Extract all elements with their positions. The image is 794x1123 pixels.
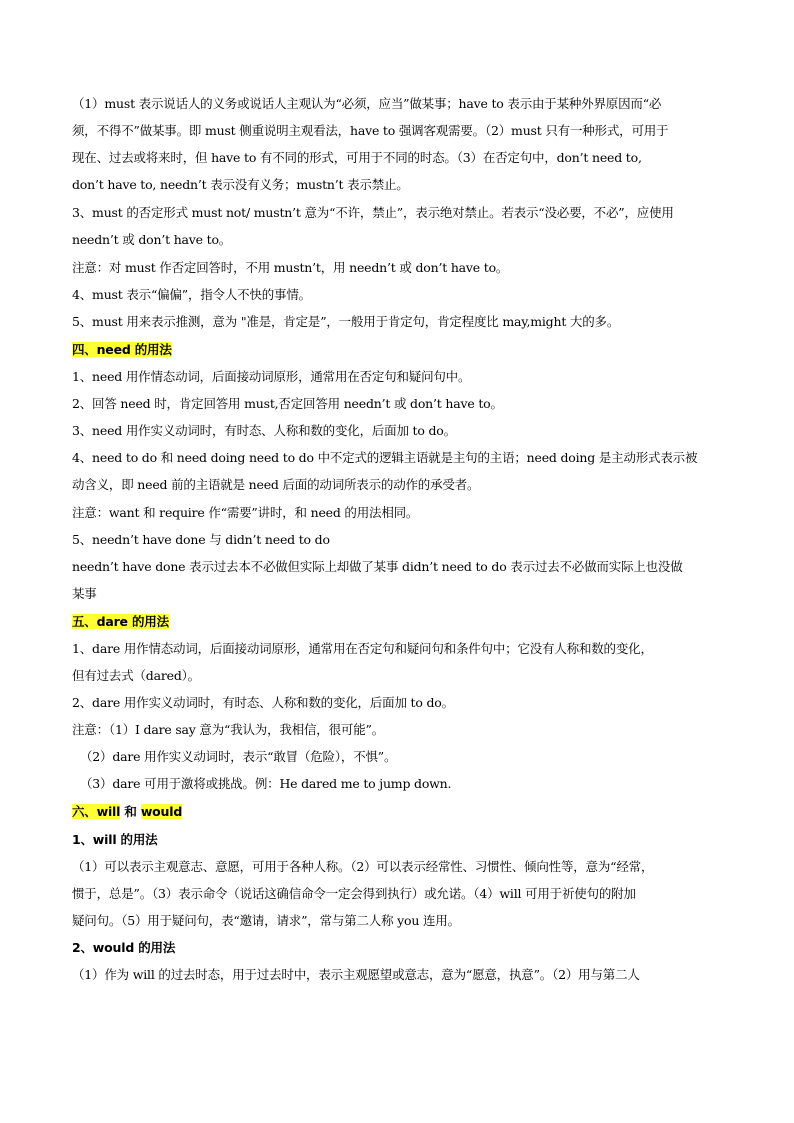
paragraph-line: 但有过去式（dared）。 [72, 668, 200, 683]
paragraph-line: 某事 [72, 586, 97, 601]
note-line: 注意：want 和 require 作“需要”讲时，和 need 的用法相同。 [72, 505, 419, 520]
paragraph-line: 3、must 的否定形式 must not/ mustn’t 意为“不许，禁止”，表示绝对禁止。若表示“没必要，不必”，应使用 [72, 205, 674, 220]
subheading-would: 2、would 的用法 [72, 940, 176, 955]
note-line: （2）dare 用作实义动词时，表示“敢冒（危险），不惧”。 [80, 749, 397, 764]
paragraph-line: （1）可以表示主观意志、意愿，可用于各种人称。（2）可以表示经常性、习惯性、倾向性等，意为“经常， [72, 859, 654, 874]
paragraph-line: 动含义，即 need 前的主语就是 need 后面的动词所表示的动作的承受者。 [72, 477, 480, 492]
paragraph-line: 5、must 用来表示推测，意为 "准是，肯定是”，一般用于肯定句，肯定程度比 may,might 大的多。 [72, 314, 620, 329]
paragraph-line: （1）作为 will 的过去时态，用于过去时中，表示主观愿望或意志，意为“愿意，执意”。（2）用与第二人 [72, 967, 640, 982]
section-heading-dare [72, 613, 169, 631]
note-line: （3）dare 可用于激将或挑战。例：He dared me to jump down. [80, 776, 452, 791]
paragraph-line: 惯于，总是”。（3）表示命令（说话这确信命令一定会得到执行）或允诺。（4）will 可用于祈使句的附加 [72, 886, 636, 901]
heading-highlight: 五、dare [72, 614, 128, 629]
heading-highlight: 的用法 [130, 342, 172, 357]
section-heading-need [72, 341, 172, 359]
heading-highlight: would [140, 804, 183, 819]
paragraph-line: 现在、过去或将来时，但 have to 有不同的形式，可用于不同的时态。（3）在否定句中，don’t need to, [72, 150, 642, 165]
paragraph-line: 须，不得不”做某事。即 must 侧重说明主观看法，have to 强调客观需要。（2）must 只有一种形式，可用于 [72, 123, 669, 138]
note-line: 注意：对 must 作否定回答时，不用 mustn’t，用 needn’t 或 don’t have to。 [72, 260, 509, 275]
paragraph-line: （1）must 表示说话人的义务或说话人主观认为“必须，应当”做某事；have to 表示由于某种外界原因而“必 [72, 96, 662, 111]
paragraph-line: 4、must 表示“偏偏”，指令人不快的事情。 [72, 287, 311, 302]
heading-highlight: 的用法 [127, 614, 169, 629]
paragraph-line: 5、needn’t have done 与 didn’t need to do [72, 532, 330, 547]
paragraph-line: 3、need 用作实义动词时，有时态、人称和数的变化，后面加 to do。 [72, 423, 456, 438]
heading-highlight: 四、need [72, 342, 131, 357]
subheading-will: 1、will 的用法 [72, 832, 158, 847]
paragraph-line: needn’t have done 表示过去本不必做但实际上却做了某事 didn’t need to do 表示过去不必做而实际上也没做 [72, 559, 683, 574]
paragraph-line: 2、dare 用作实义动词时，有时态、人称和数的变化，后面加 to do。 [72, 695, 454, 710]
paragraph-line: 2、回答 need 时，肯定回答用 must,否定回答用 needn’t 或 don’t have to。 [72, 396, 503, 411]
paragraph-line: don’t have to, needn’t 表示没有义务；mustn’t 表示禁止。 [72, 177, 409, 192]
paragraph-line: 疑问句。（5）用于疑问句，表“邀请，请求”，常与第二人称 you 连用。 [72, 913, 460, 928]
paragraph-line: needn’t 或 don’t have to。 [72, 232, 232, 247]
section-heading-will [72, 803, 182, 821]
heading-highlight: 六、will [72, 804, 121, 819]
heading-text: 和 [120, 804, 141, 819]
paragraph-line: 1、dare 用作情态动词，后面接动词原形，通常用在否定句和疑问句和条件句中；它没有人称和数的变化， [72, 641, 653, 656]
paragraph-line: 4、need to do 和 need doing need to do 中不定式的逻辑主语就是主句的主语；need doing 是主动形式表示被 [72, 450, 698, 465]
paragraph-line: 1、need 用作情态动词，后面接动词原形，通常用在否定句和疑问句中。 [72, 369, 471, 384]
note-line: 注意：（1）I dare say 意为“我认为，我相信，很可能”。 [72, 722, 384, 737]
